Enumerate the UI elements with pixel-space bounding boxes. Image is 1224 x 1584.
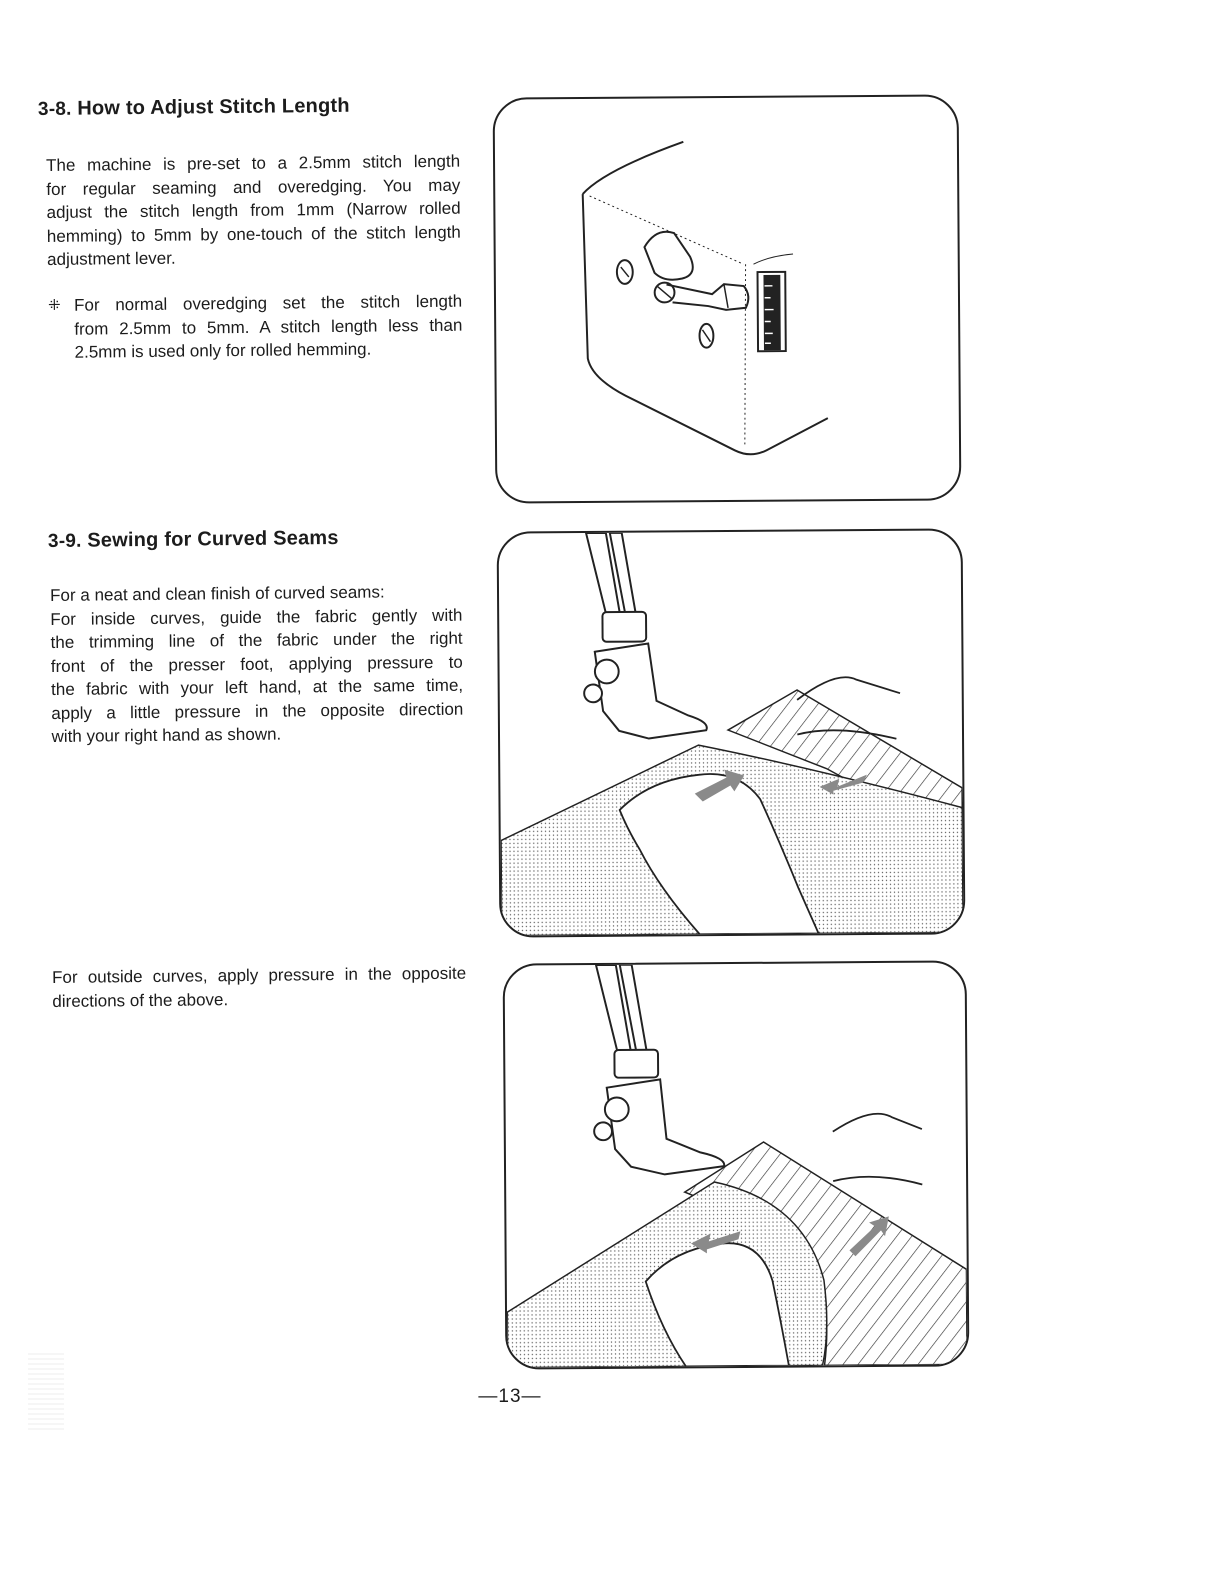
paragraph-line: the trimming line of the fabric under the right <box>50 628 463 652</box>
paragraph-line: For a neat and clean finish of curved seams: <box>50 582 385 605</box>
paragraph-line: with your right hand as shown. <box>51 724 282 746</box>
paragraph-line: the fabric with your left hand, at the same time, <box>51 675 464 699</box>
paragraph-line: For inside curves, guide the fabric gently with <box>50 605 463 629</box>
stitch-length-lever-figure <box>493 94 962 503</box>
paragraph-line: adjust the stitch length from 1mm (Narrow rolled <box>46 198 461 222</box>
inside-curve-figure <box>497 528 966 937</box>
section-3-8-heading <box>38 95 350 121</box>
note-line: 2.5mm is used only for rolled hemming. <box>74 339 372 362</box>
note-line: from 2.5mm to 5mm. A stitch length less than <box>74 315 463 339</box>
section-3-9-heading <box>48 527 339 553</box>
paragraph-line: for regular seaming and overedging. You may <box>46 175 461 199</box>
note-bullet-icon: ⁜ <box>48 296 61 314</box>
scan-smudge <box>28 1350 64 1430</box>
section-number: 3-9. <box>47 530 82 552</box>
paragraph-line: hemming) to 5mm by one-touch of the stitch length <box>46 222 461 246</box>
note-line: For normal overedging set the stitch length <box>74 291 463 315</box>
stitch-length-paragraph <box>46 150 461 272</box>
section-title: Sewing for Curved Seams <box>87 526 339 552</box>
paragraph-line: front of the presser foot, applying pressure to <box>50 652 463 676</box>
machine-side-illustration <box>495 96 960 501</box>
outside-curve-figure <box>503 960 970 1369</box>
outside-curves-paragraph <box>52 962 466 1013</box>
page-number: —13— <box>478 1386 542 1407</box>
paragraph-line: adjustment lever. <box>47 248 176 269</box>
outside-curve-illustration <box>505 962 968 1367</box>
paragraph-line: apply a little pressure in the opposite direction <box>51 699 464 723</box>
paragraph-line: directions of the above. <box>52 989 229 1011</box>
overedging-note <box>48 290 465 366</box>
section-number: 3-8. <box>37 98 72 120</box>
paragraph-line: For outside curves, apply pressure in the opposite <box>52 963 467 987</box>
inside-curve-illustration <box>499 530 964 935</box>
section-title: How to Adjust Stitch Length <box>77 94 350 120</box>
curved-seams-paragraph <box>50 580 464 749</box>
paragraph-line: The machine is pre-set to a 2.5mm stitch length <box>46 151 461 175</box>
